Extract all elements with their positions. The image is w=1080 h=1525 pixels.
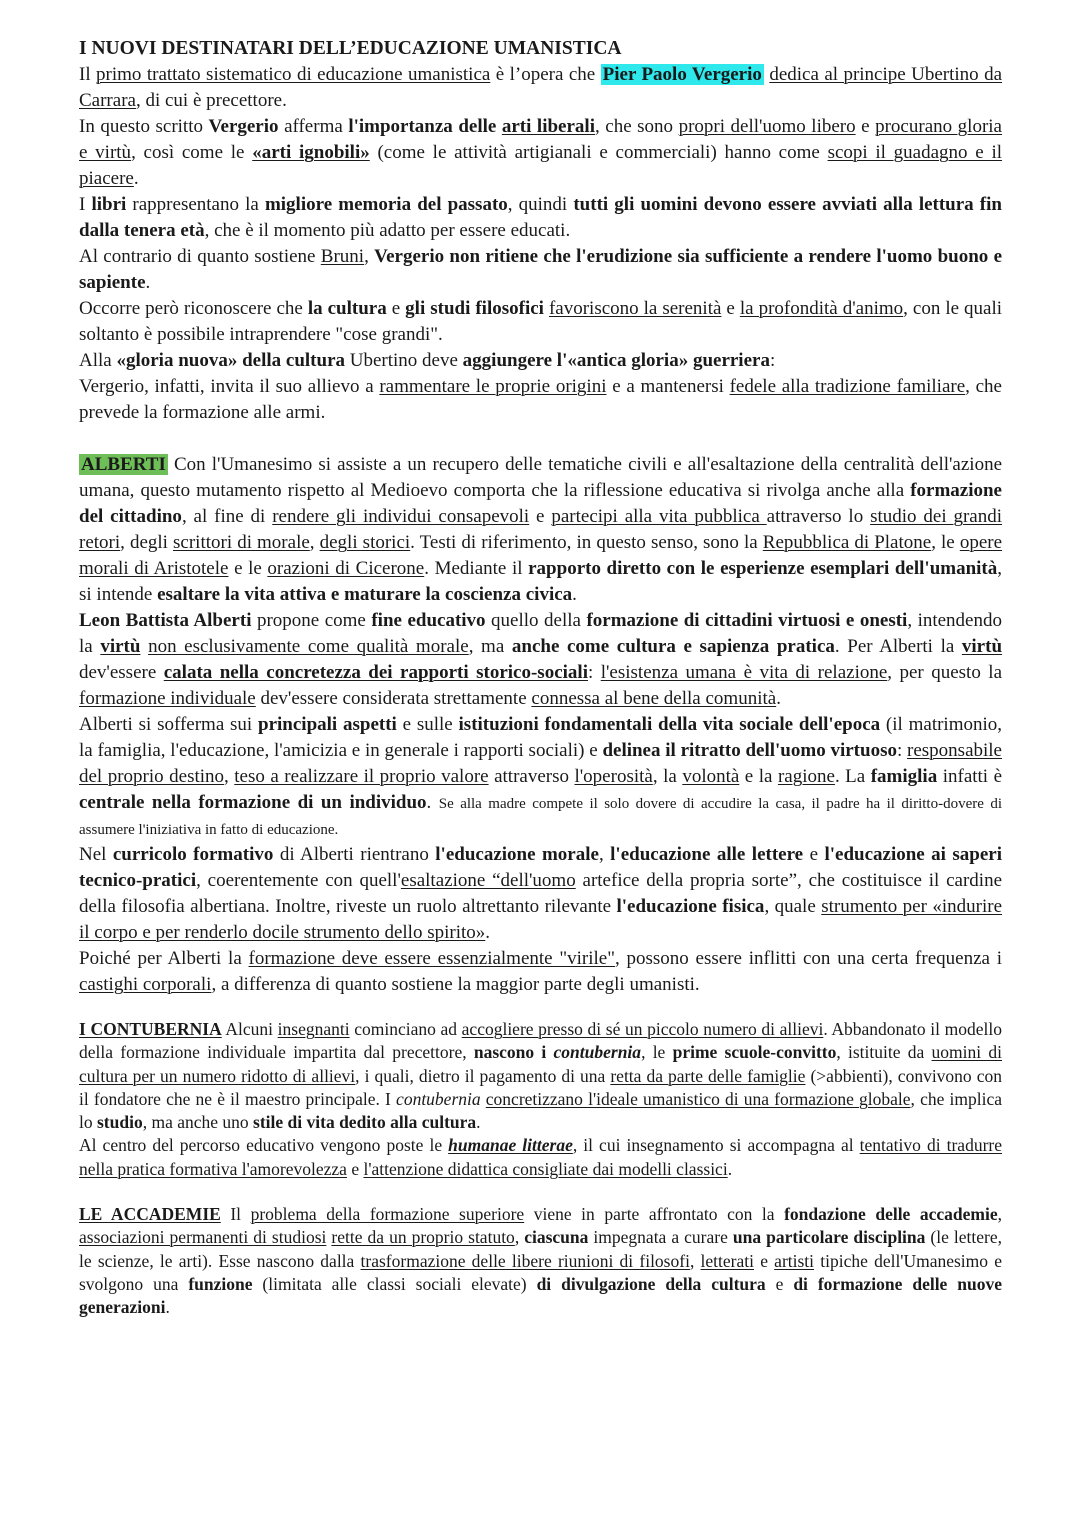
spacer bbox=[79, 1181, 1002, 1203]
text-run: , per questo la bbox=[887, 662, 1002, 683]
text-run: principali aspetti bbox=[258, 714, 397, 735]
text-run: . Per Alberti la bbox=[834, 636, 962, 657]
text-run: insegnanti bbox=[277, 1019, 350, 1039]
text-run: formazione di cittadini virtuosi e onesti bbox=[586, 610, 908, 631]
text-run: tentativo di tradurre nella pratica formativa l'amorevolezza bbox=[79, 1135, 1002, 1179]
paragraph bbox=[79, 296, 1002, 348]
text-run: problema della formazione superiore bbox=[250, 1204, 525, 1225]
paragraph bbox=[79, 1134, 1002, 1181]
text-run: Il bbox=[220, 1204, 251, 1225]
spacer bbox=[79, 998, 1002, 1018]
text-run: ragione bbox=[777, 766, 835, 787]
text-run: famiglia bbox=[870, 766, 938, 787]
text-run: Alberti si sofferma sui bbox=[79, 714, 259, 735]
text-run: , si intende bbox=[79, 558, 1003, 605]
text-run: Repubblica di Platone bbox=[762, 532, 932, 553]
text-run: anche come cultura e sapienza pratica bbox=[511, 636, 835, 657]
text-run: strumento per «indurire il corpo e per renderlo docile strumento dello spirito» bbox=[79, 896, 1002, 943]
paragraph bbox=[79, 842, 1002, 946]
text-run: formazione deve essere essenzialmente "virile" bbox=[248, 948, 615, 969]
text-run: , ma bbox=[468, 636, 512, 657]
text-run: , così come le bbox=[131, 142, 253, 163]
text-run: Vergerio, infatti, invita il suo allievo a bbox=[79, 376, 380, 397]
text-run: l'attenzione didattica consigliate dai modelli classici bbox=[363, 1158, 728, 1179]
text-run: , bbox=[309, 532, 320, 553]
text-run: una particolare disciplina bbox=[732, 1227, 926, 1248]
text-run: , quindi bbox=[507, 194, 574, 215]
text-run: I bbox=[79, 194, 92, 215]
text-run: (limitata alle classi sociali elevate) bbox=[252, 1273, 537, 1294]
text-run: curricolo formativo bbox=[112, 844, 274, 865]
text-run: viene in parte affrontato con la bbox=[524, 1204, 785, 1225]
text-run: , il cui insegnamento si accompagna al bbox=[572, 1135, 860, 1156]
text-run: . bbox=[476, 1112, 481, 1133]
text-run: prime scuole-convitto bbox=[672, 1042, 837, 1063]
text-run: esaltazione “dell'uomo bbox=[400, 870, 576, 891]
text-run: nascono i bbox=[473, 1042, 554, 1063]
text-run: «arti ignobili» bbox=[252, 142, 370, 163]
text-run: non esclusivamente come qualità morale bbox=[148, 636, 469, 657]
text-run: arti liberali bbox=[501, 116, 595, 137]
text-run: I CONTUBERNIA bbox=[79, 1019, 222, 1039]
text-run: trasformazione delle libere riunioni di filosofi bbox=[360, 1250, 690, 1271]
paragraph bbox=[79, 348, 1002, 374]
text-run: l'importanza delle bbox=[348, 116, 502, 137]
text-run: ALBERTI bbox=[81, 454, 166, 475]
text-run: , al fine di bbox=[181, 506, 273, 527]
text-run: , bbox=[224, 766, 235, 787]
text-run: primo trattato sistematico di educazione umanistica bbox=[96, 64, 491, 85]
document-page bbox=[79, 36, 1002, 1320]
text-run: dev'essere considerata strettamente bbox=[255, 688, 532, 709]
paragraph bbox=[79, 192, 1002, 244]
text-run: , con le quali soltanto è possibile intraprendere "cose grandi". bbox=[79, 298, 1003, 345]
text-run: Pier Paolo Vergerio bbox=[602, 64, 762, 85]
text-run: «gloria nuova» della cultura bbox=[116, 350, 346, 371]
text-run: Vergerio non ritiene che l'erudizione sia sufficiente a rendere l'uomo buono e sapiente bbox=[79, 246, 1003, 293]
section-contubernia bbox=[79, 1018, 1002, 1181]
text-run: . bbox=[145, 272, 151, 293]
text-run: e bbox=[803, 844, 825, 865]
text-run: rette da un proprio statuto bbox=[331, 1227, 515, 1248]
text-run: concretizzano l'ideale umanistico di una formazione globale bbox=[485, 1088, 911, 1109]
text-run: di Alberti rientrano bbox=[273, 844, 436, 865]
text-run: . Mediante il bbox=[424, 558, 529, 579]
text-run: quello della bbox=[485, 610, 587, 631]
text-run: la profondità d'animo bbox=[739, 298, 904, 319]
text-run: , che prevede la formazione alle armi. bbox=[79, 376, 1002, 423]
text-run: , bbox=[598, 844, 611, 865]
text-run: (il matrimonio, la famiglia, l'educazione, l'amicizia e in generale i rapporti sociali) e bbox=[79, 714, 1003, 761]
text-run: . Abbandonato il modello della formazione individuale impartita dal precettore, bbox=[79, 1019, 1002, 1063]
text-run: cominciano ad bbox=[349, 1019, 462, 1039]
text-run: virtù bbox=[961, 636, 1003, 657]
text-run: dedica al principe Ubertino da Carrara bbox=[79, 64, 1003, 111]
text-run: volontà bbox=[682, 766, 740, 787]
text-run: delinea il ritratto dell'uomo virtuoso bbox=[602, 740, 897, 761]
text-run: , le bbox=[931, 532, 960, 553]
paragraph bbox=[79, 62, 1002, 114]
text-run: impegnata a curare bbox=[588, 1227, 733, 1248]
text-run: , bbox=[997, 1204, 1002, 1225]
text-run: associazioni permanenti di studiosi bbox=[79, 1227, 327, 1248]
text-run: funzione bbox=[188, 1273, 253, 1294]
text-run: teso a realizzare il proprio valore bbox=[234, 766, 489, 787]
text-run: rappresentano la bbox=[126, 194, 265, 215]
text-run: . bbox=[572, 584, 577, 605]
text-run: : bbox=[769, 350, 776, 371]
text-run: e sulle bbox=[396, 714, 459, 735]
text-run: Occorre però riconoscere che bbox=[79, 298, 308, 319]
text-run: opere morali di Aristotele bbox=[79, 532, 1003, 579]
text-run: , che sono bbox=[594, 116, 679, 137]
text-run: : bbox=[587, 662, 601, 683]
text-run: e le bbox=[228, 558, 268, 579]
text-run: gli studi filosofici bbox=[405, 298, 544, 319]
text-run: , la bbox=[652, 766, 683, 787]
text-run: : bbox=[896, 740, 908, 761]
text-run: , degli bbox=[120, 532, 174, 553]
text-run: esaltare la vita attiva e maturare la coscienza civica bbox=[157, 584, 573, 605]
paragraph bbox=[79, 1018, 1002, 1134]
text-run: LE ACCADEMIE bbox=[79, 1204, 221, 1225]
text-run: e bbox=[753, 1250, 775, 1271]
text-run: infatti è bbox=[937, 766, 1003, 787]
text-run: , che è il momento più adatto per essere educati. bbox=[204, 220, 571, 241]
section-vergerio bbox=[79, 36, 1002, 426]
text-run: humanae litterae bbox=[448, 1135, 573, 1156]
text-run: e a mantenersi bbox=[606, 376, 730, 397]
text-run: uomini di cultura per un numero ridotto di allievi bbox=[79, 1042, 1002, 1086]
text-run: formazione del cittadino bbox=[79, 480, 1002, 527]
text-run: , bbox=[514, 1227, 525, 1248]
text-run: Alla bbox=[79, 350, 117, 371]
text-run: attraverso lo bbox=[766, 506, 871, 527]
text-run: contubernia bbox=[553, 1042, 642, 1063]
paragraph bbox=[79, 374, 1002, 426]
text-run: e bbox=[765, 1273, 794, 1294]
text-run: afferma bbox=[278, 116, 349, 137]
text-run: e bbox=[529, 506, 552, 527]
text-run: e bbox=[346, 1158, 364, 1179]
section-title: I NUOVI DESTINATARI DELL’EDUCAZIONE UMANISTICA bbox=[79, 38, 622, 59]
text-run: . bbox=[776, 688, 781, 709]
text-run: artisti bbox=[774, 1250, 815, 1271]
text-run: migliore memoria del passato bbox=[264, 194, 508, 215]
paragraph bbox=[79, 712, 1002, 842]
section-accademie bbox=[79, 1203, 1002, 1319]
text-run: , a differenza di quanto sostiene la maggior parte degli umanisti. bbox=[211, 974, 700, 995]
paragraph bbox=[79, 244, 1002, 296]
text-run: stile di vita dedito alla cultura bbox=[253, 1112, 477, 1133]
text-run: , intendendo la bbox=[79, 610, 1002, 657]
text-run: accogliere presso di sé un piccolo numero di allievi bbox=[461, 1019, 824, 1039]
text-run: . bbox=[133, 168, 139, 189]
text-run: l'educazione alle lettere bbox=[610, 844, 804, 865]
text-run: propri dell'uomo libero bbox=[678, 116, 856, 137]
text-run: degli storici bbox=[319, 532, 411, 553]
text-run: . bbox=[485, 922, 491, 943]
text-run: istituzioni fondamentali della vita sociale dell'epoca bbox=[458, 714, 881, 735]
text-run: responsabile del proprio destino bbox=[79, 740, 1002, 787]
text-run: ciascuna bbox=[524, 1227, 589, 1248]
text-run: Al centro del percorso educativo vengono poste le bbox=[79, 1135, 449, 1156]
text-run: , istituite da bbox=[836, 1042, 932, 1063]
text-run: (come le attività artigianali e commerciali) hanno come bbox=[369, 142, 828, 163]
text-run: . bbox=[426, 792, 439, 813]
text-run bbox=[140, 636, 148, 657]
text-run: . Testi di riferimento, in questo senso, sono la bbox=[410, 532, 763, 553]
paragraph bbox=[79, 1203, 1002, 1319]
text-run: Bruni bbox=[320, 246, 365, 267]
text-run: virtù bbox=[100, 636, 141, 657]
text-run: studio bbox=[97, 1112, 143, 1133]
text-run: Al contrario di quanto sostiene bbox=[79, 246, 321, 267]
text-run: procurano gloria e virtù bbox=[79, 116, 1002, 163]
text-run: contubernia bbox=[396, 1088, 481, 1109]
text-run: e bbox=[386, 298, 406, 319]
text-run: di divulgazione della cultura bbox=[536, 1273, 766, 1294]
text-run: favoriscono la serenità bbox=[548, 298, 722, 319]
text-run: propone come bbox=[251, 610, 372, 631]
text-run: (le lettere, le scienze, le arti). Esse nascono dalla bbox=[79, 1227, 1003, 1271]
text-run: dev'essere bbox=[79, 662, 164, 683]
text-run: , bbox=[689, 1250, 701, 1271]
text-run: formazione individuale bbox=[79, 688, 256, 709]
text-run: Il bbox=[79, 64, 97, 85]
text-run: l'educazione ai saperi tecnico-pratici bbox=[79, 844, 1002, 891]
section-alberti bbox=[79, 452, 1002, 998]
text-run: artefice della propria sorte”, che costituisce il cardine della filosofia albertiana. Inoltre, riveste un ruolo altrettanto rilevante bbox=[79, 870, 1002, 917]
text-run: Se alla madre compete il solo dovere di accudire la casa, il padre ha il diritto-dovere di assumere l'iniziativa in fatto di educazione. bbox=[79, 796, 1002, 838]
text-run: , bbox=[364, 246, 375, 267]
text-run: . bbox=[727, 1158, 733, 1179]
text-run: l'esistenza umana è vita di relazione bbox=[600, 662, 888, 683]
text-run: Vergerio bbox=[208, 116, 279, 137]
text-run: tutti gli uomini devono essere avviati alla lettura fin dalla tenera età bbox=[79, 194, 1002, 241]
text-run: rendere gli individui consapevoli bbox=[272, 506, 530, 527]
text-run: centrale nella formazione di un individuo bbox=[79, 792, 427, 813]
text-run: calata nella concretezza dei rapporti storico-sociali bbox=[163, 662, 588, 683]
text-run: l'operosità bbox=[574, 766, 653, 787]
text-run: retta da parte delle famiglie bbox=[610, 1065, 806, 1086]
text-run: . La bbox=[834, 766, 871, 787]
text-run: fedele alla tradizione familiare bbox=[729, 376, 966, 397]
text-run: libri bbox=[91, 194, 127, 215]
text-run: attraverso bbox=[488, 766, 575, 787]
text-run: partecipi alla vita pubblica bbox=[551, 506, 767, 527]
spacer bbox=[79, 426, 1002, 452]
text-run: scopi il guadagno e il piacere bbox=[79, 142, 1003, 189]
paragraph bbox=[79, 452, 1002, 608]
text-run: , possono essere inflitti con una certa frequenza i bbox=[614, 948, 1002, 969]
paragraph bbox=[79, 946, 1002, 998]
text-run: rapporto diretto con le esperienze esemplari dell'umanità bbox=[528, 558, 998, 579]
text-run: , ma anche uno bbox=[142, 1112, 254, 1133]
text-run: , i quali, dietro il pagamento di una bbox=[355, 1065, 611, 1086]
text-run: Alcuni bbox=[221, 1019, 278, 1039]
text-run: (>abbienti), convivono con il fondatore che ne è il maestro principale. I bbox=[79, 1065, 1002, 1109]
text-run: Poiché per Alberti la bbox=[79, 948, 249, 969]
text-run: è l’opera che bbox=[490, 64, 601, 85]
text-run: orazioni di Cicerone bbox=[267, 558, 425, 579]
text-run: Ubertino deve bbox=[345, 350, 463, 371]
text-run: , le bbox=[641, 1042, 673, 1063]
text-run: l'educazione fisica bbox=[616, 896, 765, 917]
text-run: letterati bbox=[700, 1250, 754, 1271]
text-run: , quale bbox=[764, 896, 822, 917]
text-run: la cultura bbox=[307, 298, 387, 319]
text-run: e bbox=[721, 298, 740, 319]
text-run: di formazione delle nuove generazioni bbox=[79, 1273, 1002, 1318]
text-run: rammentare le proprie origini bbox=[379, 376, 607, 397]
paragraph bbox=[79, 608, 1002, 712]
text-run: tipiche dell'Umanesimo e svolgono una bbox=[79, 1250, 1003, 1294]
text-run: In questo scritto bbox=[79, 116, 209, 137]
text-run: aggiungere l'«antica gloria» guerriera bbox=[462, 350, 770, 371]
text-run: , coerentemente con quell' bbox=[196, 870, 401, 891]
text-run: e bbox=[855, 116, 876, 137]
paragraph bbox=[79, 114, 1002, 192]
text-run: e la bbox=[739, 766, 778, 787]
text-run: . bbox=[165, 1297, 170, 1318]
text-run: fondazione delle accademie bbox=[784, 1204, 998, 1225]
text-run: fine educativo bbox=[371, 610, 486, 631]
text-run: studio dei grandi retori bbox=[79, 506, 1003, 553]
text-run: Nel bbox=[79, 844, 113, 865]
text-run: castighi corporali bbox=[79, 974, 212, 995]
text-run: , di cui è precettore. bbox=[135, 90, 287, 111]
text-run: Leon Battista Alberti bbox=[79, 610, 252, 631]
text-run: connessa al bene della comunità bbox=[531, 688, 777, 709]
text-run: , che implica lo bbox=[79, 1088, 1002, 1133]
text-run: l'educazione morale bbox=[435, 844, 599, 865]
text-run: scrittori di morale bbox=[173, 532, 310, 553]
text-run: Con l'Umanesimo si assiste a un recupero delle tematiche civili e all'esaltazione della centralità dell'azione umana, questo mutamento rispetto al Medioevo comporta che la riflessione educativa si rivolga anche alla bbox=[79, 454, 1002, 501]
